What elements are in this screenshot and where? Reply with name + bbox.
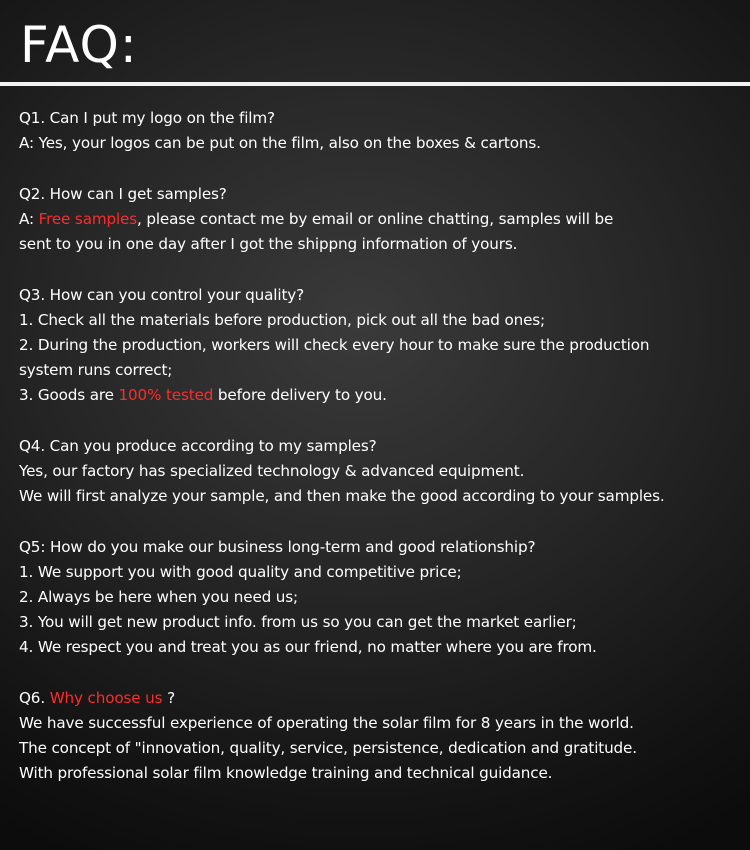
- faq-answer-line: 2. During the production, workers will check every hour to make sure the production: [19, 336, 650, 354]
- faq-answer: [19, 207, 734, 232]
- faq-answer-line: 1. Check all the materials before production, pick out all the bad ones;: [19, 311, 545, 329]
- faq-question: Q2. How can I get samples?: [19, 185, 227, 203]
- answer-text: , please contact me by email or online chatting, samples will be: [137, 210, 614, 228]
- tested-highlight: 100% tested: [118, 386, 214, 404]
- free-samples-highlight: Free samples: [38, 210, 138, 228]
- faq-item-q2: [19, 182, 734, 257]
- question-text: ?: [162, 689, 175, 707]
- answer-text: before delivery to you.: [213, 386, 387, 404]
- page-title: FAQ:: [20, 16, 138, 74]
- faq-item-q4: [19, 434, 734, 509]
- faq-answer-line: We will first analyze your sample, and then make the good according to your samples.: [19, 487, 665, 505]
- faq-item-q5: [19, 535, 734, 660]
- faq-answer-line: We have successful experience of operating the solar film for 8 years in the world.: [19, 714, 634, 732]
- faq-answer-line: The concept of "innovation, quality, service, persistence, dedication and gratitude.: [19, 739, 637, 757]
- why-choose-us-highlight: Why choose us: [49, 689, 163, 707]
- faq-answer-line: With professional solar film knowledge training and technical guidance.: [19, 764, 553, 782]
- faq-list: [19, 106, 734, 812]
- question-prefix: Q6.: [19, 689, 50, 707]
- faq-answer-line: 3. You will get new product info. from us so you can get the market earlier;: [19, 613, 577, 631]
- faq-answer-line: Yes, our factory has specialized technology & advanced equipment.: [19, 462, 525, 480]
- faq-answer-line: 4. We respect you and treat you as our friend, no matter where you are from.: [19, 638, 597, 656]
- faq-item-q6: [19, 686, 734, 786]
- faq-question: Q3. How can you control your quality?: [19, 286, 304, 304]
- faq-item-q1: [19, 106, 734, 156]
- title-divider: [0, 82, 750, 86]
- faq-question: Q1. Can I put my logo on the film?: [19, 109, 275, 127]
- faq-answer-line: system runs correct;: [19, 361, 173, 379]
- faq-answer-line: 1. We support you with good quality and competitive price;: [19, 563, 462, 581]
- faq-question: Q5: How do you make our business long-term and good relationship?: [19, 538, 536, 556]
- faq-answer-line: [19, 383, 734, 408]
- faq-question: Q4. Can you produce according to my samples?: [19, 437, 377, 455]
- faq-answer-continued: sent to you in one day after I got the shippng information of yours.: [19, 235, 518, 253]
- answer-prefix: A:: [19, 210, 39, 228]
- faq-answer-line: 2. Always be here when you need us;: [19, 588, 299, 606]
- faq-question: [19, 686, 734, 711]
- answer-prefix: 3. Goods are: [19, 386, 119, 404]
- faq-item-q3: [19, 283, 734, 408]
- faq-answer: A: Yes, your logos can be put on the film, also on the boxes & cartons.: [19, 134, 541, 152]
